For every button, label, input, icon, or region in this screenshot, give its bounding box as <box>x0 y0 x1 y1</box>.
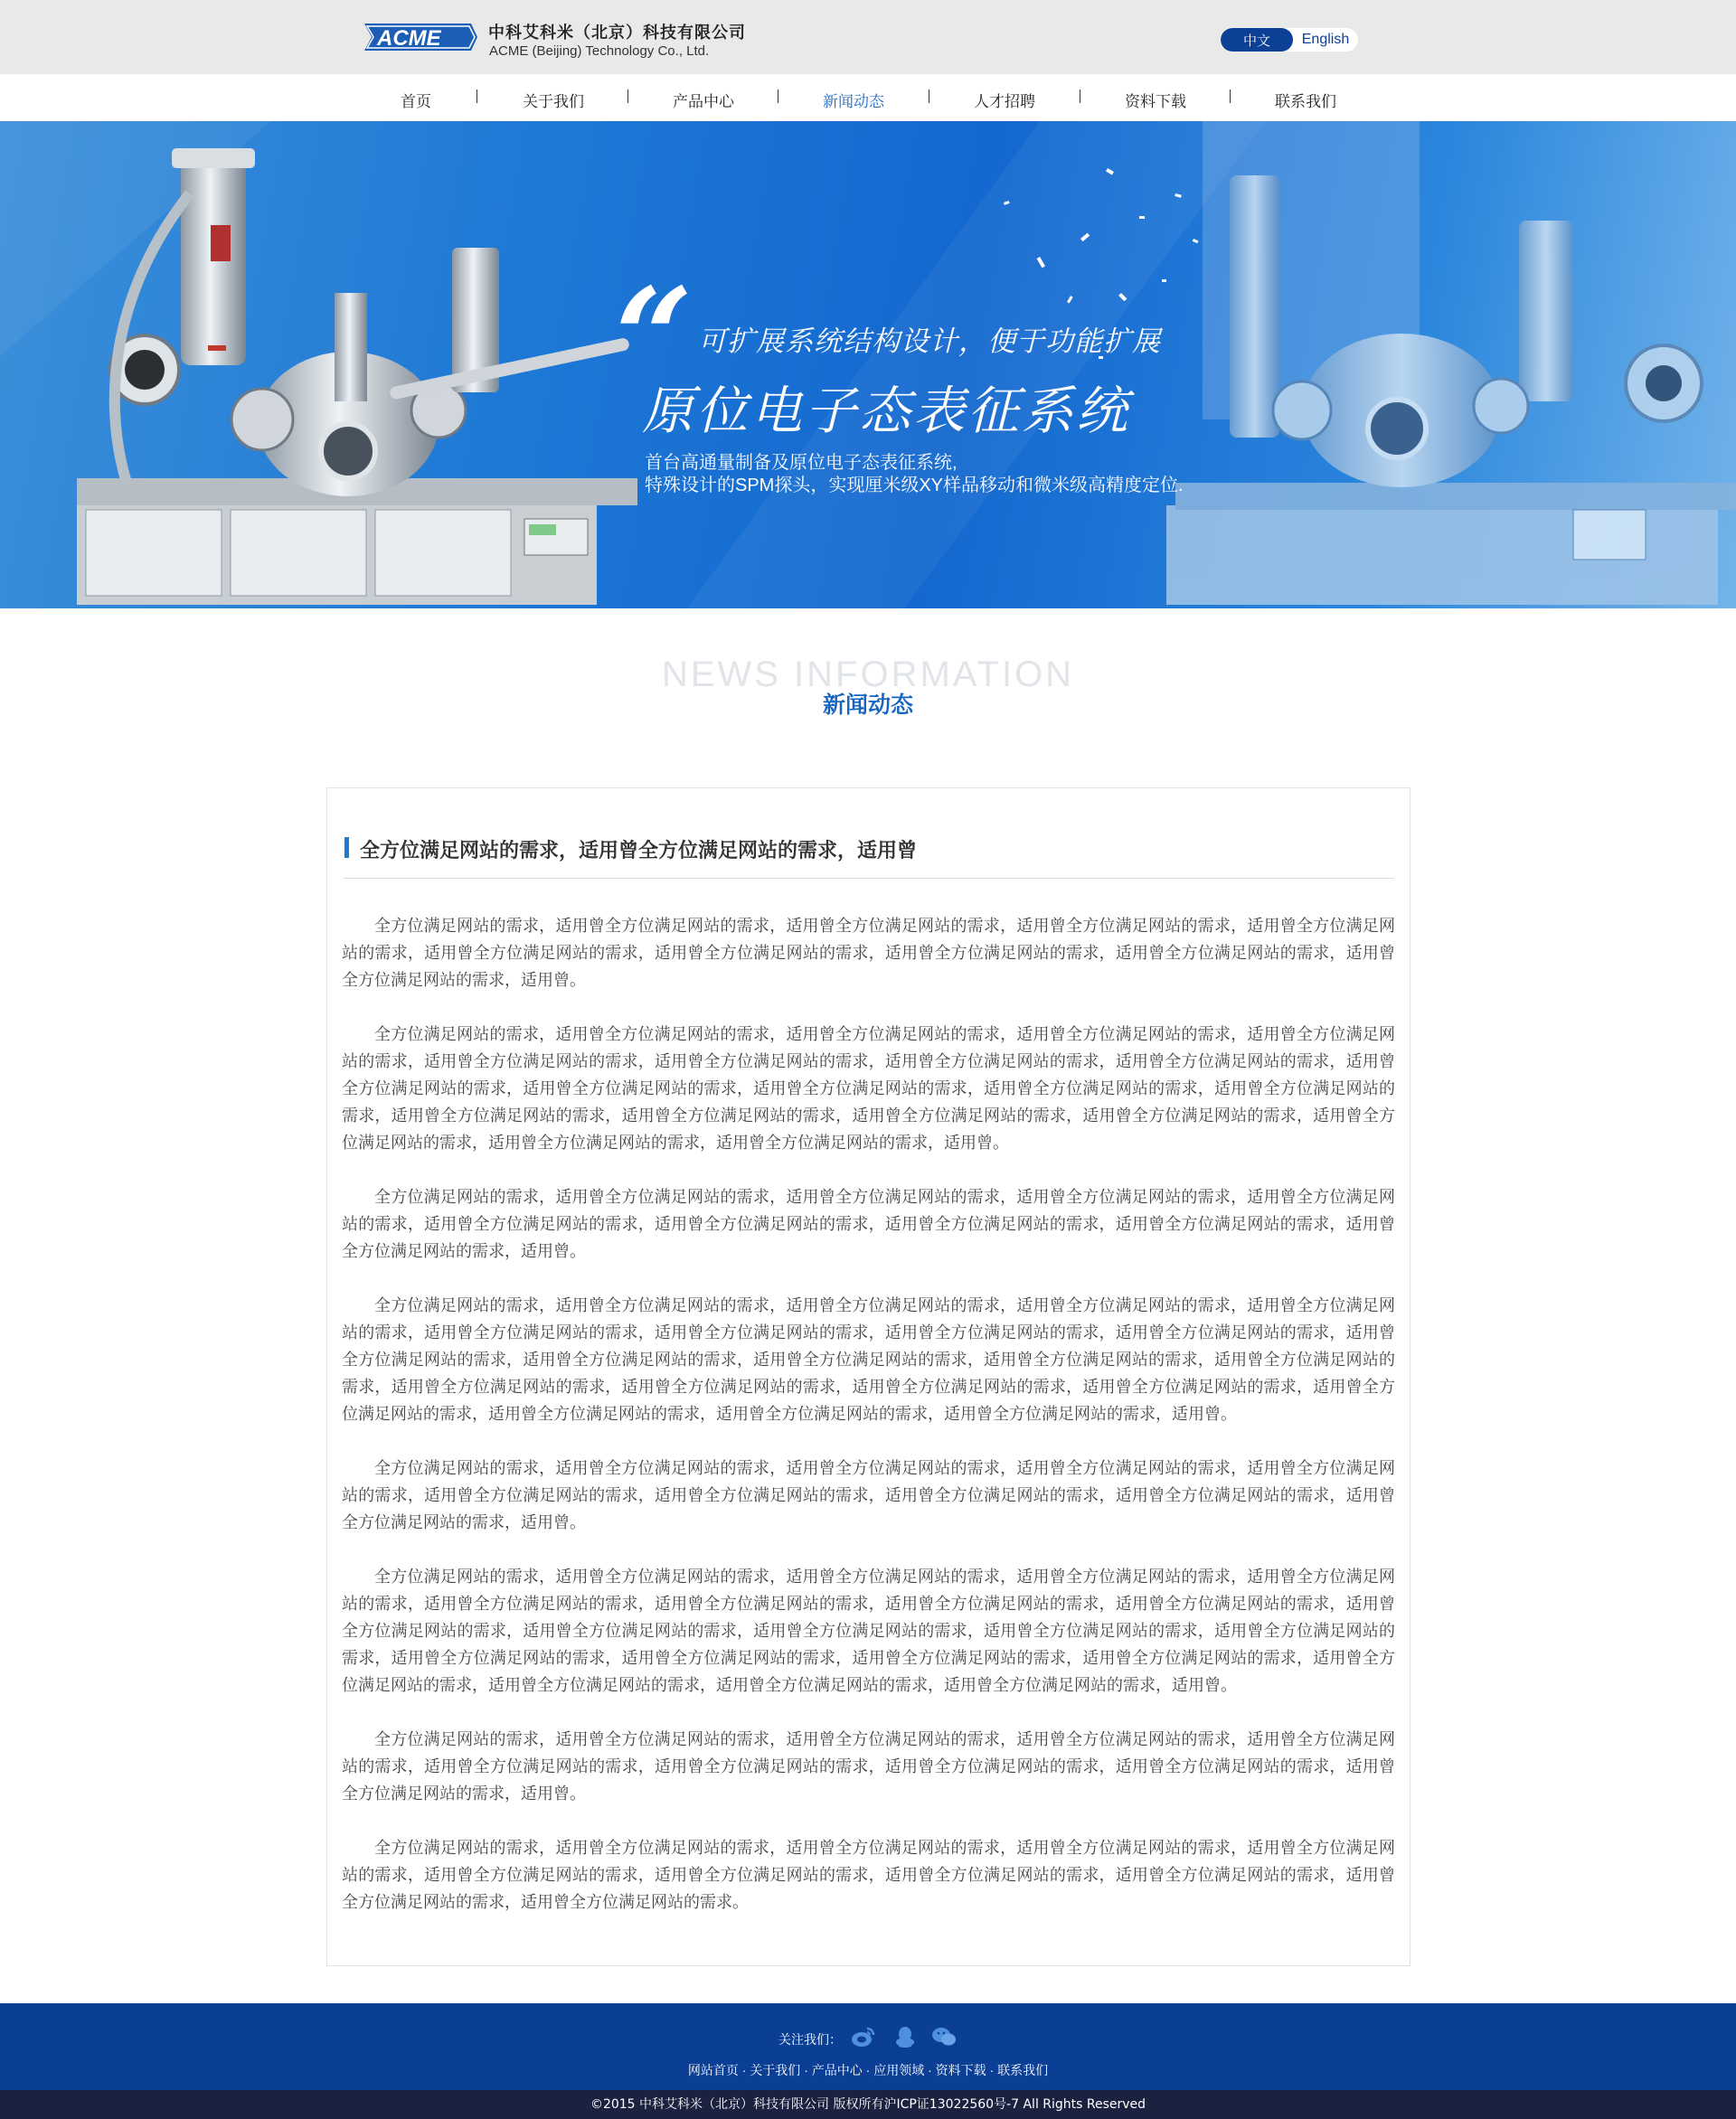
top-header <box>0 0 1736 74</box>
logo-text: ACME <box>377 26 441 51</box>
footer-link-contact[interactable]: 联系我们 <box>997 2063 1049 2077</box>
lang-chinese-button[interactable]: 中文 <box>1221 28 1293 52</box>
weibo-icon[interactable] <box>851 2025 876 2048</box>
equipment-image-right <box>1166 121 1736 605</box>
footer-link-separator: · <box>928 2063 932 2077</box>
nav-item-news[interactable]: 新闻动态 <box>823 93 884 110</box>
equipment-image-left <box>77 148 637 605</box>
article-paragraph: 全方位满足网站的需求，适用曾全方位满足网站的需求，适用曾全方位满足网站的需求，适用曾全方位满足网站的需求，适用曾全方位满足网站的需求，适用曾全方位满足网站的需求，适用曾全方位满足网站的需求，适用曾全方位满足网站的需求，适用曾全方位满足网站的需求，适用曾全方位满足网站的需求，适用曾全方位满足网站的需求，适用曾全方位满足网站的需求，适用曾全方位满足网站的需求，适用曾全方位满足网站的需求，适用曾全方位满足网站的需求，适用曾全方位满足网站的需求，适用曾全方位满足网站的需求，适用曾全方位满足网站的需求，适用曾全方位满足网站的需求，适用曾全方位满足网站的需求，适用曾全方位满足网站的需求，适用曾全方位满足网站的需求，适用曾。 <box>342 1296 1395 1423</box>
follow-us-label: 关注我们： <box>778 2032 842 2047</box>
footer-link-about[interactable]: 关于我们 <box>750 2063 801 2077</box>
footer-link-separator: · <box>989 2063 995 2077</box>
banner-title: 原位电子态表征系统 <box>642 382 1130 440</box>
wechat-icon[interactable] <box>931 2025 957 2048</box>
qq-icon[interactable] <box>892 2025 918 2048</box>
company-name-cn: 中科艾科米（北京）科技有限公司 <box>488 24 746 42</box>
article-paragraph: 全方位满足网站的需求，适用曾全方位满足网站的需求，适用曾全方位满足网站的需求，适用曾全方位满足网站的需求，适用曾全方位满足网站的需求，适用曾全方位满足网站的需求，适用曾全方位满足网站的需求，适用曾全方位满足网站的需求，适用曾全方位满足网站的需求，适用曾全方位满足网站的需求，适用曾全方位满足网站的需求，适用曾全方位满足网站的需求，适用曾全方位满足网站的需求，适用曾全方位满足网站的需求，适用曾全方位满足网站的需求，适用曾全方位满足网站的需求，适用曾全方位满足网站的需求，适用曾全方位满足网站的需求，适用曾全方位满足网站的需求，适用曾全方位满足网站的需求，适用曾全方位满足网站的需求，适用曾。 <box>342 1025 1395 1152</box>
footer-links <box>0 2061 1736 2079</box>
lang-english-button[interactable]: English <box>1301 32 1350 47</box>
quote-mark-icon: “ <box>615 259 693 418</box>
nav-item-products[interactable]: 产品中心 <box>673 93 734 110</box>
article-body <box>342 912 1395 1943</box>
article-panel <box>326 787 1410 1966</box>
section-title-cn: 新闻动态 <box>822 692 913 718</box>
article-paragraph: 全方位满足网站的需求，适用曾全方位满足网站的需求，适用曾全方位满足网站的需求，适用曾全方位满足网站的需求，适用曾全方位满足网站的需求，适用曾全方位满足网站的需求，适用曾全方位满足网站的需求，适用曾全方位满足网站的需求，适用曾全方位满足网站的需求，适用曾全方位满足网站的需求，适用曾全方位满足网站的需求，适用曾全方位满足网站的需求，适用曾全方位满足网站的需求，适用曾全方位满足网站的需求，适用曾全方位满足网站的需求，适用曾全方位满足网站的需求，适用曾全方位满足网站的需求，适用曾全方位满足网站的需求，适用曾全方位满足网站的需求，适用曾全方位满足网站的需求，适用曾全方位满足网站的需求，适用曾全方位满足网站的需求，适用曾。 <box>342 1568 1395 1694</box>
article-paragraph: 全方位满足网站的需求，适用曾全方位满足网站的需求，适用曾全方位满足网站的需求，适用曾全方位满足网站的需求，适用曾全方位满足网站的需求，适用曾全方位满足网站的需求，适用曾全方位满足网站的需求，适用曾全方位满足网站的需求，适用曾全方位满足网站的需求，适用曾全方位满足网站的需求，适用曾。 <box>342 1188 1395 1260</box>
article-title: 全方位满足网站的需求，适用曾全方位满足网站的需求，适用曾 <box>360 839 918 862</box>
footer-link-separator: · <box>741 2063 747 2077</box>
title-divider <box>344 878 1394 879</box>
banner-subtitle: 可扩展系统结构设计，便于功能扩展 <box>698 325 1161 357</box>
nav-item-home[interactable]: 首页 <box>401 93 431 110</box>
nav-item-careers[interactable]: 人才招聘 <box>974 93 1035 110</box>
article-paragraph: 全方位满足网站的需求，适用曾全方位满足网站的需求，适用曾全方位满足网站的需求，适用曾全方位满足网站的需求，适用曾全方位满足网站的需求，适用曾全方位满足网站的需求，适用曾全方位满足网站的需求，适用曾全方位满足网站的需求，适用曾全方位满足网站的需求，适用曾全方位满足网站的需求，适用曾。 <box>342 917 1395 989</box>
title-accent-bar <box>344 837 349 858</box>
article-paragraph: 全方位满足网站的需求，适用曾全方位满足网站的需求，适用曾全方位满足网站的需求，适用曾全方位满足网站的需求，适用曾全方位满足网站的需求，适用曾全方位满足网站的需求，适用曾全方位满足网站的需求，适用曾全方位满足网站的需求，适用曾全方位满足网站的需求，适用曾全方位满足网站的需求，适用曾。 <box>342 1730 1395 1803</box>
footer-link-home[interactable]: 网站首页 <box>687 2063 739 2077</box>
banner-description-line2: 特殊设计的SPM探头，实现厘米级XY样品移动和微米级高精度定位. <box>645 476 1184 495</box>
language-switch <box>1221 28 1358 52</box>
banner-description-line1: 首台高通量制备及原位电子态表征系统, <box>645 453 958 473</box>
footer-link-products[interactable]: 产品中心 <box>811 2063 863 2077</box>
footer-link-separator: · <box>804 2063 808 2077</box>
nav-divider <box>1230 89 1231 103</box>
footer-link-separator: · <box>865 2063 871 2077</box>
article-paragraph: 全方位满足网站的需求，适用曾全方位满足网站的需求，适用曾全方位满足网站的需求，适用曾全方位满足网站的需求，适用曾全方位满足网站的需求，适用曾全方位满足网站的需求，适用曾全方位满足网站的需求，适用曾全方位满足网站的需求，适用曾全方位满足网站的需求，适用曾全方位满足网站的需求，适用曾全方位满足网站的需求。 <box>342 1839 1395 1911</box>
article-paragraph: 全方位满足网站的需求，适用曾全方位满足网站的需求，适用曾全方位满足网站的需求，适用曾全方位满足网站的需求，适用曾全方位满足网站的需求，适用曾全方位满足网站的需求，适用曾全方位满足网站的需求，适用曾全方位满足网站的需求，适用曾全方位满足网站的需求，适用曾全方位满足网站的需求，适用曾。 <box>342 1459 1395 1531</box>
acme-logo[interactable] <box>364 20 477 54</box>
nav-divider <box>627 89 628 103</box>
footer-link-downloads[interactable]: 资料下载 <box>935 2063 986 2077</box>
company-name-en: ACME (Beijing) Technology Co., Ltd. <box>489 43 710 59</box>
section-title-en: NEWS INFORMATION <box>661 655 1075 694</box>
site-footer <box>0 2003 1736 2090</box>
banner-artwork <box>0 121 1736 608</box>
hero-banner[interactable] <box>0 121 1736 608</box>
nav-item-about[interactable]: 关于我们 <box>523 93 584 110</box>
nav-divider <box>476 89 477 103</box>
nav-item-contact[interactable]: 联系我们 <box>1275 93 1336 110</box>
nav-item-downloads[interactable]: 资料下载 <box>1125 93 1186 110</box>
footer-link-applications[interactable]: 应用领域 <box>873 2063 925 2077</box>
main-nav <box>0 74 1736 121</box>
copyright-bar: ©2015 中科艾科米（北京）科技有限公司 版权所有沪ICP证13022560号-7 All Rights Reserved <box>0 2090 1736 2119</box>
